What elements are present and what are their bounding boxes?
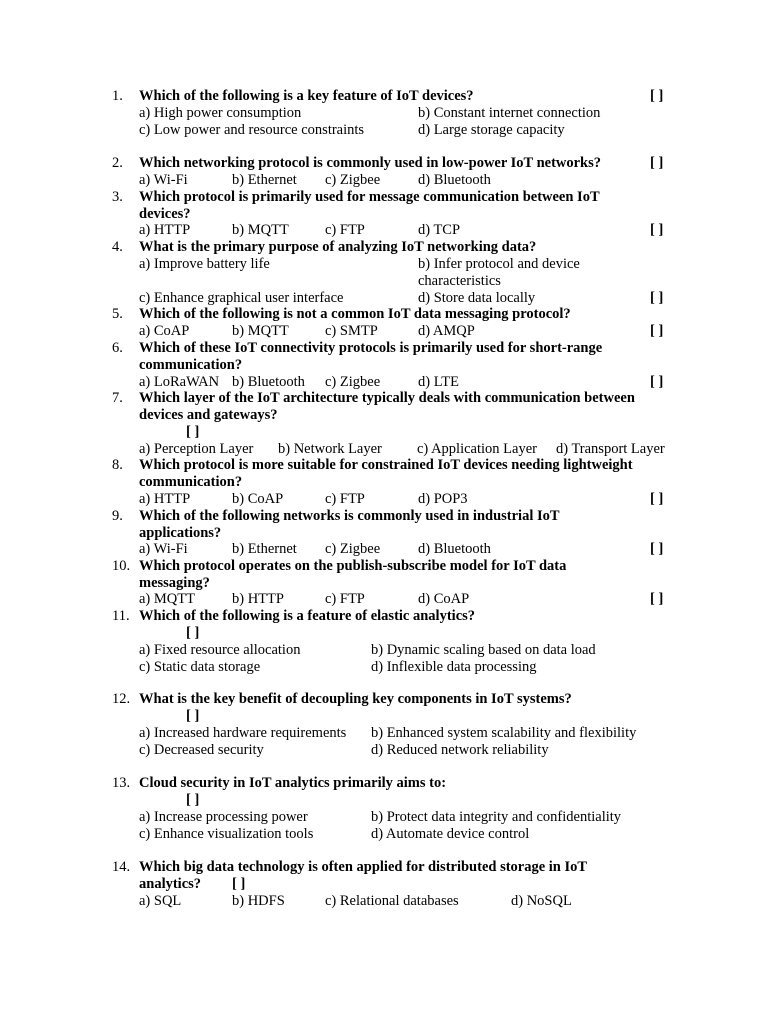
option-b: b) Bluetooth: [232, 374, 305, 390]
option-a: a) SQL: [139, 893, 182, 909]
option-a: a) Improve battery life: [139, 256, 270, 272]
option-a: a) CoAP: [139, 323, 190, 339]
option-a: a) Wi-Fi: [139, 541, 188, 557]
option-b: b) Network Layer: [278, 441, 382, 457]
question-number: 6.: [112, 340, 123, 356]
option-a: a) LoRaWAN: [139, 374, 220, 390]
option-d: d) POP3: [418, 491, 468, 507]
answer-bracket: [ ]: [650, 290, 664, 306]
question-text: What is the key benefit of decoupling key components in IoT systems?: [139, 691, 572, 707]
option-b: b) MQTT: [232, 222, 289, 238]
option-b: b) CoAP: [232, 491, 284, 507]
option-c: c) Enhance graphical user interface: [139, 290, 344, 306]
option-a: a) HTTP: [139, 491, 191, 507]
answer-bracket: [ ]: [650, 155, 664, 171]
question-number: 10.: [112, 558, 131, 574]
question-text: Which networking protocol is commonly used in low-power IoT networks?: [139, 155, 602, 171]
option-b: b) Dynamic scaling based on data load: [371, 642, 596, 658]
option-c: c) Decreased security: [139, 742, 264, 758]
question-text: Which of these IoT connectivity protocols is primarily used for short-range communication?: [139, 340, 603, 373]
question-text: Which protocol operates on the publish-subscribe model for IoT data messaging?: [139, 558, 567, 591]
option-a: a) Increase processing power: [139, 809, 308, 825]
question-text: Which layer of the IoT architecture typically deals with communication between devices and gateways?: [139, 390, 635, 423]
option-b: b) HTTP: [232, 591, 284, 607]
option-a: a) Wi-Fi: [139, 172, 188, 188]
option-c: c) Application Layer: [417, 441, 537, 457]
option-c: c) Low power and resource constraints: [139, 122, 365, 138]
option-b: b) Protect data integrity and confidentiality: [371, 809, 622, 825]
option-d: d) Transport Layer: [556, 441, 665, 457]
option-d: d) CoAP: [418, 591, 470, 607]
option-d: d) Inflexible data processing: [371, 659, 537, 675]
option-b: b) Infer protocol and device characteristics: [418, 256, 580, 289]
answer-bracket: [ ]: [650, 374, 664, 390]
option-a: a) MQTT: [139, 591, 195, 607]
question-number: 11.: [112, 608, 130, 624]
option-d: d) Bluetooth: [418, 172, 491, 188]
option-d: d) Large storage capacity: [418, 122, 565, 138]
answer-bracket: [ ]: [650, 491, 664, 507]
question-text: What is the primary purpose of analyzing IoT networking data?: [139, 239, 537, 255]
question-text: Which protocol is more suitable for constrained IoT devices needing lightweight communication?: [139, 457, 633, 490]
option-d: d) Automate device control: [371, 826, 530, 842]
question-number: 5.: [112, 306, 123, 322]
question-text: Which protocol is primarily used for message communication between IoT devices?: [139, 189, 600, 222]
question-text: Cloud security in IoT analytics primarily aims to:: [139, 775, 447, 791]
answer-bracket: [ ]: [650, 591, 664, 607]
option-b: b) Constant internet connection: [418, 105, 601, 121]
option-b: b) MQTT: [232, 323, 289, 339]
option-d: d) Bluetooth: [418, 541, 491, 557]
option-d: d) TCP: [418, 222, 461, 238]
option-c: c) Zigbee: [325, 374, 381, 390]
question-number: 4.: [112, 239, 123, 255]
option-a: a) Increased hardware requirements: [139, 725, 347, 741]
option-d: d) NoSQL: [511, 893, 572, 909]
question-number: 1.: [112, 88, 123, 104]
question-number: 9.: [112, 508, 123, 524]
answer-bracket: [ ]: [650, 323, 664, 339]
question-text: Which big data technology is often applied for distributed storage in IoT analytics?: [139, 859, 587, 892]
answer-bracket: [ ]: [650, 88, 664, 104]
answer-bracket: [ ]: [186, 625, 200, 641]
option-d: d) LTE: [418, 374, 459, 390]
option-b: b) Ethernet: [232, 541, 297, 557]
option-c: c) Relational databases: [325, 893, 459, 909]
option-d: d) Reduced network reliability: [371, 742, 549, 758]
option-a: a) High power consumption: [139, 105, 302, 121]
option-c: c) Static data storage: [139, 659, 261, 675]
option-d: d) AMQP: [418, 323, 475, 339]
option-a: a) Fixed resource allocation: [139, 642, 301, 658]
answer-bracket: [ ]: [186, 792, 200, 808]
option-b: b) HDFS: [232, 893, 285, 909]
question-text: Which of the following is not a common IoT data messaging protocol?: [139, 306, 571, 322]
question-number: 7.: [112, 390, 123, 406]
question-number: 13.: [112, 775, 131, 791]
option-a: a) Perception Layer: [139, 441, 254, 457]
answer-bracket: [ ]: [232, 876, 246, 892]
question-text: Which of the following is a feature of elastic analytics?: [139, 608, 476, 624]
option-b: b) Enhanced system scalability and flexibility: [371, 725, 637, 741]
option-c: c) FTP: [325, 222, 365, 238]
option-c: c) FTP: [325, 591, 365, 607]
question-number: 3.: [112, 189, 123, 205]
question-number: 12.: [112, 691, 131, 707]
option-b: b) Ethernet: [232, 172, 297, 188]
question-text: Which of the following networks is commonly used in industrial IoT applications?: [139, 508, 560, 541]
answer-bracket: [ ]: [650, 541, 664, 557]
option-c: c) Zigbee: [325, 172, 381, 188]
option-c: c) Enhance visualization tools: [139, 826, 314, 842]
option-c: c) SMTP: [325, 323, 378, 339]
option-d: d) Store data locally: [418, 290, 536, 306]
option-c: c) FTP: [325, 491, 365, 507]
option-a: a) HTTP: [139, 222, 191, 238]
question-number: 14.: [112, 859, 131, 875]
question-number: 8.: [112, 457, 123, 473]
answer-bracket: [ ]: [650, 222, 664, 238]
question-text: Which of the following is a key feature of IoT devices?: [139, 88, 474, 104]
option-c: c) Zigbee: [325, 541, 381, 557]
answer-bracket: [ ]: [186, 708, 200, 724]
answer-bracket: [ ]: [186, 424, 200, 440]
question-number: 2.: [112, 155, 123, 171]
